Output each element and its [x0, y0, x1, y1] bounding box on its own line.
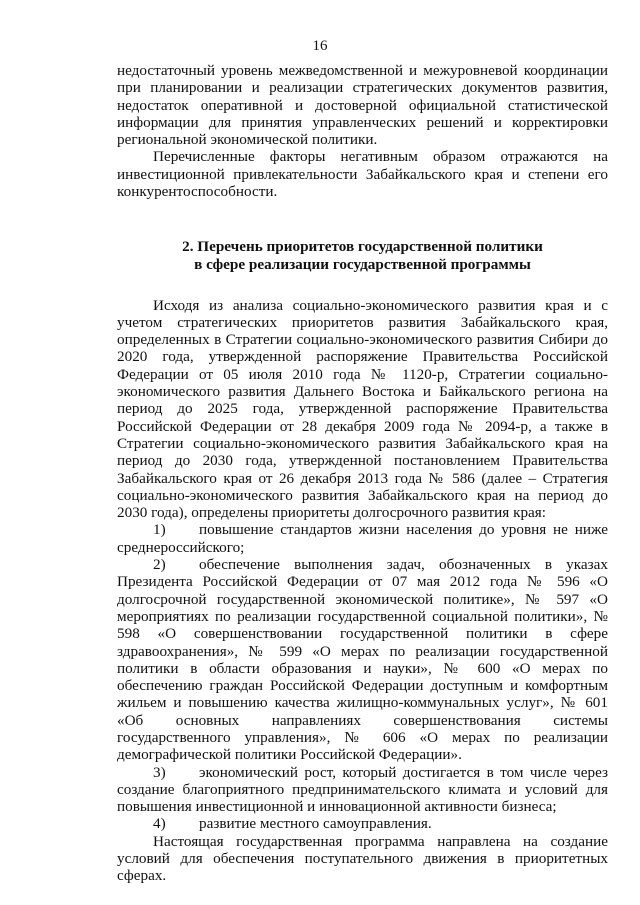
- list-item: [117, 764, 608, 816]
- list-item-text: экономический рост, который достигается в том числе через создание благоприятного предпринимательского климата и условий для повышения инвестиционной и инновационной активности бизнеса;: [117, 763, 608, 816]
- list-item-number: 4): [153, 815, 166, 833]
- intro-paragraph-continued: недостаточный уровень межведомственной и межуровневой координации при планировании и реализации стратегических документов развития, недостаток оперативной и достоверной официальной статистической информации для принятия управленческих решений и корректировки региональной экономической политики.: [117, 62, 608, 149]
- list-item: [117, 556, 608, 764]
- intro-paragraph-factors: Перечисленные факторы негативным образом отражаются на инвестиционной привлекательности Забайкальского края и степени его конкурентоспособности.: [117, 148, 608, 201]
- closing-paragraph: Настоящая государственная программа направлена на создание условий для обеспечения поступательного движения в приоритетных сферах.: [117, 832, 608, 885]
- list-item-text: развитие местного самоуправления.: [199, 815, 432, 833]
- section-heading: [117, 238, 608, 273]
- section-heading-line-1: 2. Перечень приоритетов государственной политики: [182, 238, 543, 256]
- page-content: [117, 62, 608, 885]
- list-item: [117, 815, 608, 832]
- list-item-number: 2): [153, 556, 166, 574]
- list-item: [117, 521, 608, 556]
- list-item-number: 3): [153, 763, 166, 781]
- lead-paragraph: Исходя из анализа социально-экономического развития края и с учетом стратегических приоритетов развития Забайкальского края, определенных в Стратегии социально-экономического развития Сибири до 2020 года, утвержденной распоряжение Правительства Российской Федерации от 05 июля 2010 года № 1120-р, Стратегии социально-экономического развития Дальнего Востока и Байкальского региона на период до 2025 года, утвержденной распоряжение Правительства Российской Федерации от 28 декабря 2009 года № 2094-р, а также в Стратегии социально-экономического развития Забайкальского края на период до 2030 года, утвержденной постановлением Правительства Забайкальского края от 26 декабря 2013 года № 586 (далее – Стратегия социально-экономического развития Забайкальского края на период до 2030 года), определены приоритеты долгосрочного развития края:: [117, 296, 608, 522]
- section-heading-line-2: в сфере реализации государственной программы: [194, 255, 531, 273]
- list-item-text: повышение стандартов жизни населения до уровня не ниже среднероссийского;: [117, 521, 608, 556]
- list-item-text: обеспечение выполнения задач, обозначенных в указах Президента Российской Федерации от 07 мая 2012 года № 596 «О долгосрочной государственной экономической политике», № 597 «О мероприятиях по реализации государственной социальной политики», № 598 «О совершенствовании государственной политики в сфере здравоохранения», № 599 «О мерах по реализации государственной политики в области образования и науки», № 600 «О мерах по обеспечению граждан Российской Федерации доступным и комфортным жильем и повышению качества жилищно-коммунальных услуг», № 601 «Об основных направлениях совершенствования системы государственного управления», № 606 «О мерах по реализации демографической политики Российской Федерации».: [117, 556, 608, 764]
- list-item-number: 1): [153, 521, 166, 539]
- page-number: 16: [312, 38, 328, 54]
